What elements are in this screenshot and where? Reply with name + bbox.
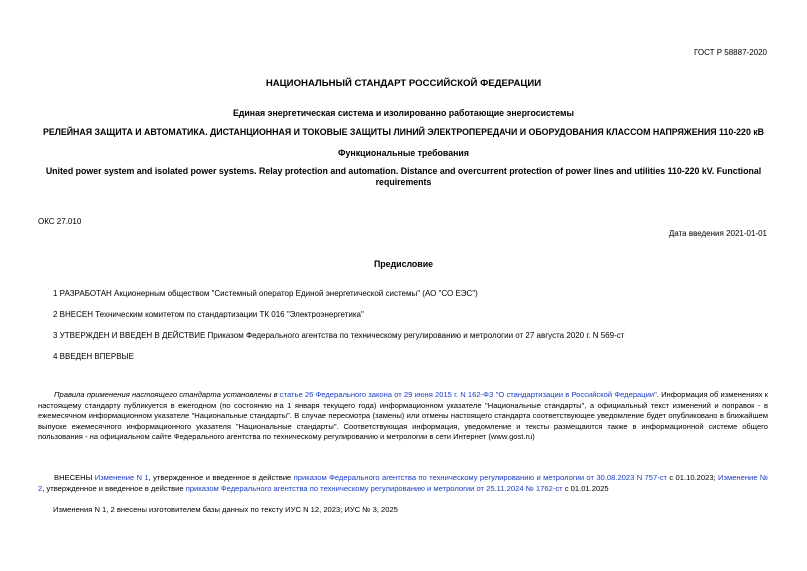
document-code: ГОСТ Р 58887-2020 bbox=[694, 48, 767, 57]
federal-law-link[interactable]: статье 26 Федерального закона от 29 июня 2015 г. N 162-ФЗ "О стандартизации в Российской Федерации" bbox=[279, 390, 657, 399]
introduction-date: Дата введения 2021-01-01 bbox=[668, 229, 767, 238]
preface-heading: Предисловие bbox=[373, 259, 434, 269]
rules-text: Правила применения настоящего стандарта установлены в bbox=[54, 390, 280, 399]
subtitle-russian: Функциональные требования bbox=[338, 148, 469, 158]
amendments-note: Изменения N 1, 2 внесены изготовителем базы данных по тексту ИУС N 12, 2023; ИУС № 3, 2025 bbox=[53, 505, 398, 514]
preface-item: 4 ВВЕДЕН ВПЕРВЫЕ bbox=[53, 352, 134, 361]
rules-text: . Информация об изменениях к настоящему стандарту публикуется в ежегодном (по состоянию на 1 января текущего года) информационном указателе "Национальные стандарты", а официальный текст изменений и поправок - в ежемесячном информационном указателе "Национальные стандарты". В случае пересмотра (замены) или отмены настоящего стандарта соответствующее уведомление будет опубликовано в ближайшем выпуске ежемесячного информационного указателя "Национальные стандарты". Соответствующая информация, уведомление и тексты размещаются также в информационной системе общего пользования - на официальном сайте Федерального агентства по техническому регулированию и метрологии в сети Интернет (www.gost.ru) bbox=[38, 390, 768, 441]
oks-code: ОКС 27.010 bbox=[38, 217, 82, 226]
amendments-text: с 01.01.2025 bbox=[562, 483, 609, 493]
amendment-1-link[interactable]: Изменение N 1 bbox=[94, 473, 149, 482]
order-757-link[interactable]: приказом Федерального агентства по техническому регулированию и метрологии от 30.08.2023 N 757-ст bbox=[293, 473, 668, 482]
amendments-text: с 01.10.2023; bbox=[667, 473, 719, 482]
standard-heading: НАЦИОНАЛЬНЫЙ СТАНДАРТ РОССИЙСКОЙ ФЕДЕРАЦИИ bbox=[265, 78, 542, 89]
preface-item: 2 ВНЕСЕН Техническим комитетом по стандартизации ТК 016 "Электроэнергетика" bbox=[53, 310, 364, 319]
amendments-text: , утвержденное и введенное в действие bbox=[42, 483, 186, 493]
amendments-text: ВНЕСЕНЫ bbox=[54, 473, 95, 482]
system-name: Единая энергетическая система и изолированно работающие энергосистемы bbox=[232, 108, 575, 118]
amendment-2-link[interactable]: Изменение № 2 bbox=[38, 473, 769, 493]
title-russian: РЕЛЕЙНАЯ ЗАЩИТА И АВТОМАТИКА. ДИСТАНЦИОННАЯ И ТОКОВЫЕ ЗАЩИТЫ ЛИНИЙ ЭЛЕКТРОПЕРЕДАЧИ И ОБОРУДОВАНИЯ КЛАССОМ НАПРЯЖЕНИЯ 110-220 кВ bbox=[42, 127, 765, 137]
amendments-paragraph bbox=[38, 473, 768, 494]
order-1762-link[interactable]: приказом Федерального агентства по техническому регулированию и метрологии от 25.11.2024 № 1762-ст bbox=[185, 483, 563, 493]
rules-paragraph bbox=[38, 390, 768, 443]
preface-item: 3 УТВЕРЖДЕН И ВВЕДЕН В ДЕЙСТВИЕ Приказом Федерального агентства по техническому регулированию и метрологии от 27 августа 2020 г. N 569-ст bbox=[53, 331, 625, 340]
amendments-text: , утвержденное и введенное в действие bbox=[148, 473, 294, 482]
title-english: United power system and isolated power systems. Relay protection and automation. Distance and overcurrent protection of power lines and utilities 110-220 kV. Functional requirements bbox=[45, 166, 762, 187]
preface-item: 1 РАЗРАБОТАН Акционерным обществом "Системный оператор Единой энергетической системы" (АО "СО ЕЭС") bbox=[53, 289, 478, 298]
